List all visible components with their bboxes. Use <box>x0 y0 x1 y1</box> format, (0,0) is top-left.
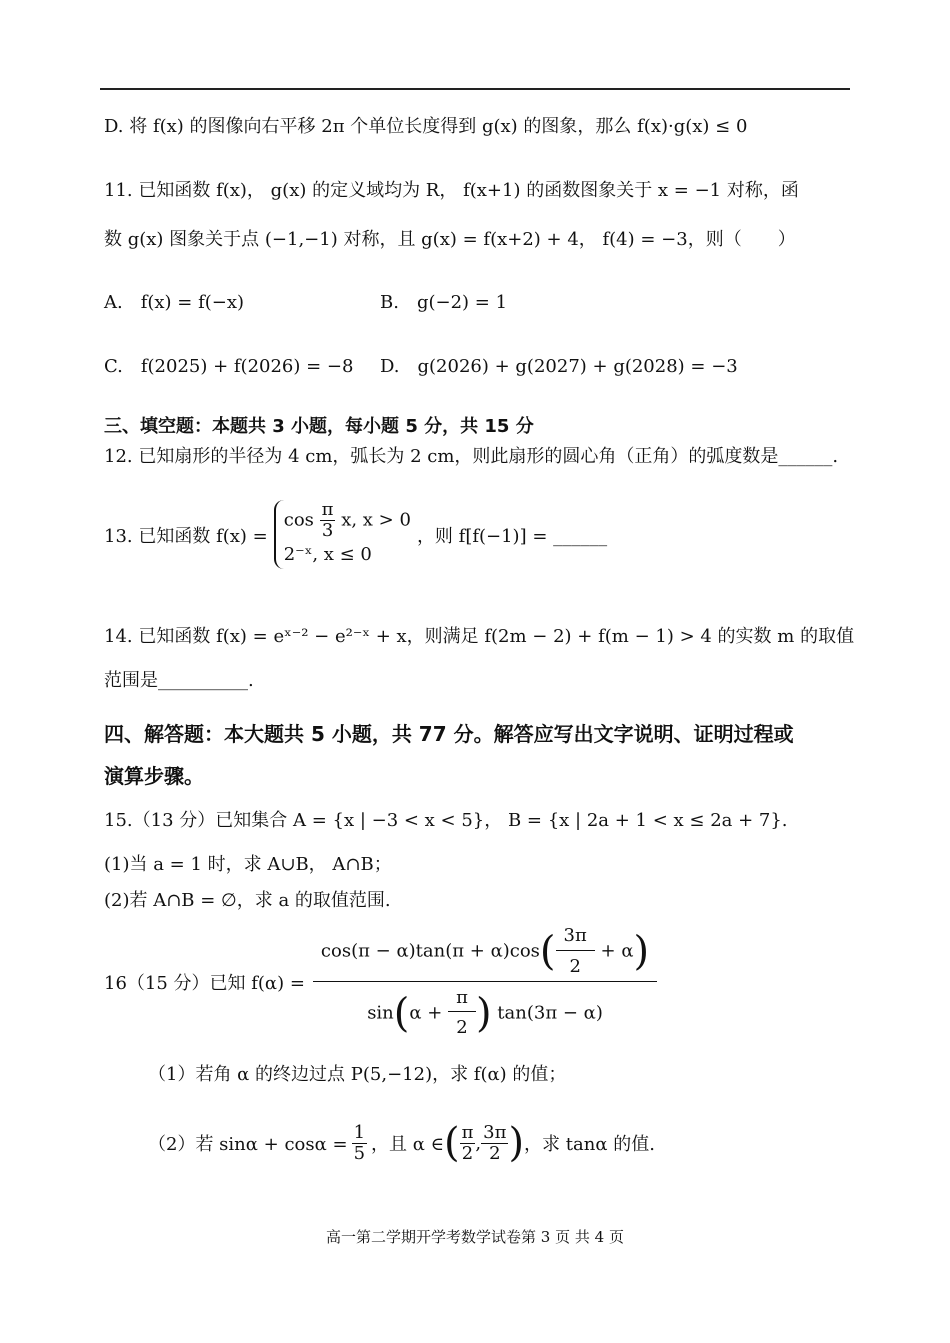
q13-case2: 2⁻ˣ, x ≤ 0 <box>283 543 372 565</box>
q11-stem-line1: 11. 已知函数 f(x)， g(x) 的定义域均为 R， f(x+1) 的函数图象关于 x = −1 对称，函 <box>104 180 799 201</box>
q16-part1: （1）若角 α 的终边过点 P(5,−12)，求 f(α) 的值； <box>148 1064 567 1085</box>
q16-denominator: sin(α + $\frac{\pi}{2}$ ) tan(3π − α) <box>367 986 603 1039</box>
section4-title-line1: 四、解答题：本大题共 5 小题，共 77 分。解答应写出文字说明、证明过程或 <box>104 722 794 746</box>
q10-option-d: D. 将 f(x) 的图像向右平移 2π 个单位长度得到 g(x) 的图象，那么 f(x)·g(x) ≤ 0 <box>104 116 748 137</box>
q15-part2: (2)若 A∩B = ∅，求 a 的取值范围. <box>104 890 391 911</box>
q13-prefix: 13. 已知函数 f(x) = <box>104 525 268 547</box>
q15-part1: (1)当 a = 1 时，求 A∪B， A∩B； <box>104 854 392 875</box>
q16-part2: （2）若 sinα + cosα = $\frac{1}{5}$ ，且 α ∈ ( $\frac{\pi}{2}$ , $\frac{3\pi}{2}$ ) ，求 tanα 的值. <box>148 1120 655 1166</box>
q14-line2: 范围是__________. <box>104 670 254 691</box>
q11-option-d: D. g(2026) + g(2027) + g(2028) = −3 <box>380 356 738 377</box>
q11-option-c: C. f(2025) + f(2026) = −8 <box>104 356 354 377</box>
q13-suffix: ，则 f[f(−1)] = ______ <box>416 525 608 547</box>
q13-piecewise <box>274 500 411 569</box>
q13-case1: cos $\frac{\pi}{3}$ x, x > 0 <box>283 499 411 541</box>
q12: 12. 已知扇形的半径为 4 cm，弧长为 2 cm，则此扇形的圆心角（正角）的弧度数是______. <box>104 446 839 467</box>
q16-numerator: cos(π − α)tan(π + α)cos( $\frac{3\pi}{2}$ + α) <box>313 926 657 982</box>
q16-fraction <box>313 926 657 1038</box>
q16-stem <box>104 926 657 1038</box>
page-footer: 高一第二学期开学考数学试卷第 3 页 共 4 页 <box>326 1228 624 1246</box>
q11-option-a: A. f(x) = f(−x) <box>104 292 245 313</box>
q13-frac: $\frac{\pi}{3}$ <box>321 499 334 541</box>
q15-stem: 15.（13 分）已知集合 A = {x | −3 < x < 5}， B = {x | 2a + 1 < x ≤ 2a + 7}. <box>104 810 788 831</box>
q11-stem-line2: 数 g(x) 图象关于点 (−1,−1) 对称，且 g(x) = f(x+2) + 4， f(4) = −3，则（ ） <box>104 229 796 250</box>
header-rule <box>100 88 850 90</box>
section3-title: 三、填空题：本题共 3 小题，每小题 5 分，共 15 分 <box>104 416 534 437</box>
section4-title-line2: 演算步骤。 <box>104 764 204 788</box>
q14-line1: 14. 已知函数 f(x) = eˣ⁻² − e²⁻ˣ + x，则满足 f(2m − 2) + f(m − 1) > 4 的实数 m 的取值 <box>104 626 855 647</box>
q13 <box>104 500 607 569</box>
q16-prefix: 16（15 分）已知 f(α) = <box>104 973 305 995</box>
q11-option-b: B. g(−2) = 1 <box>380 292 508 313</box>
